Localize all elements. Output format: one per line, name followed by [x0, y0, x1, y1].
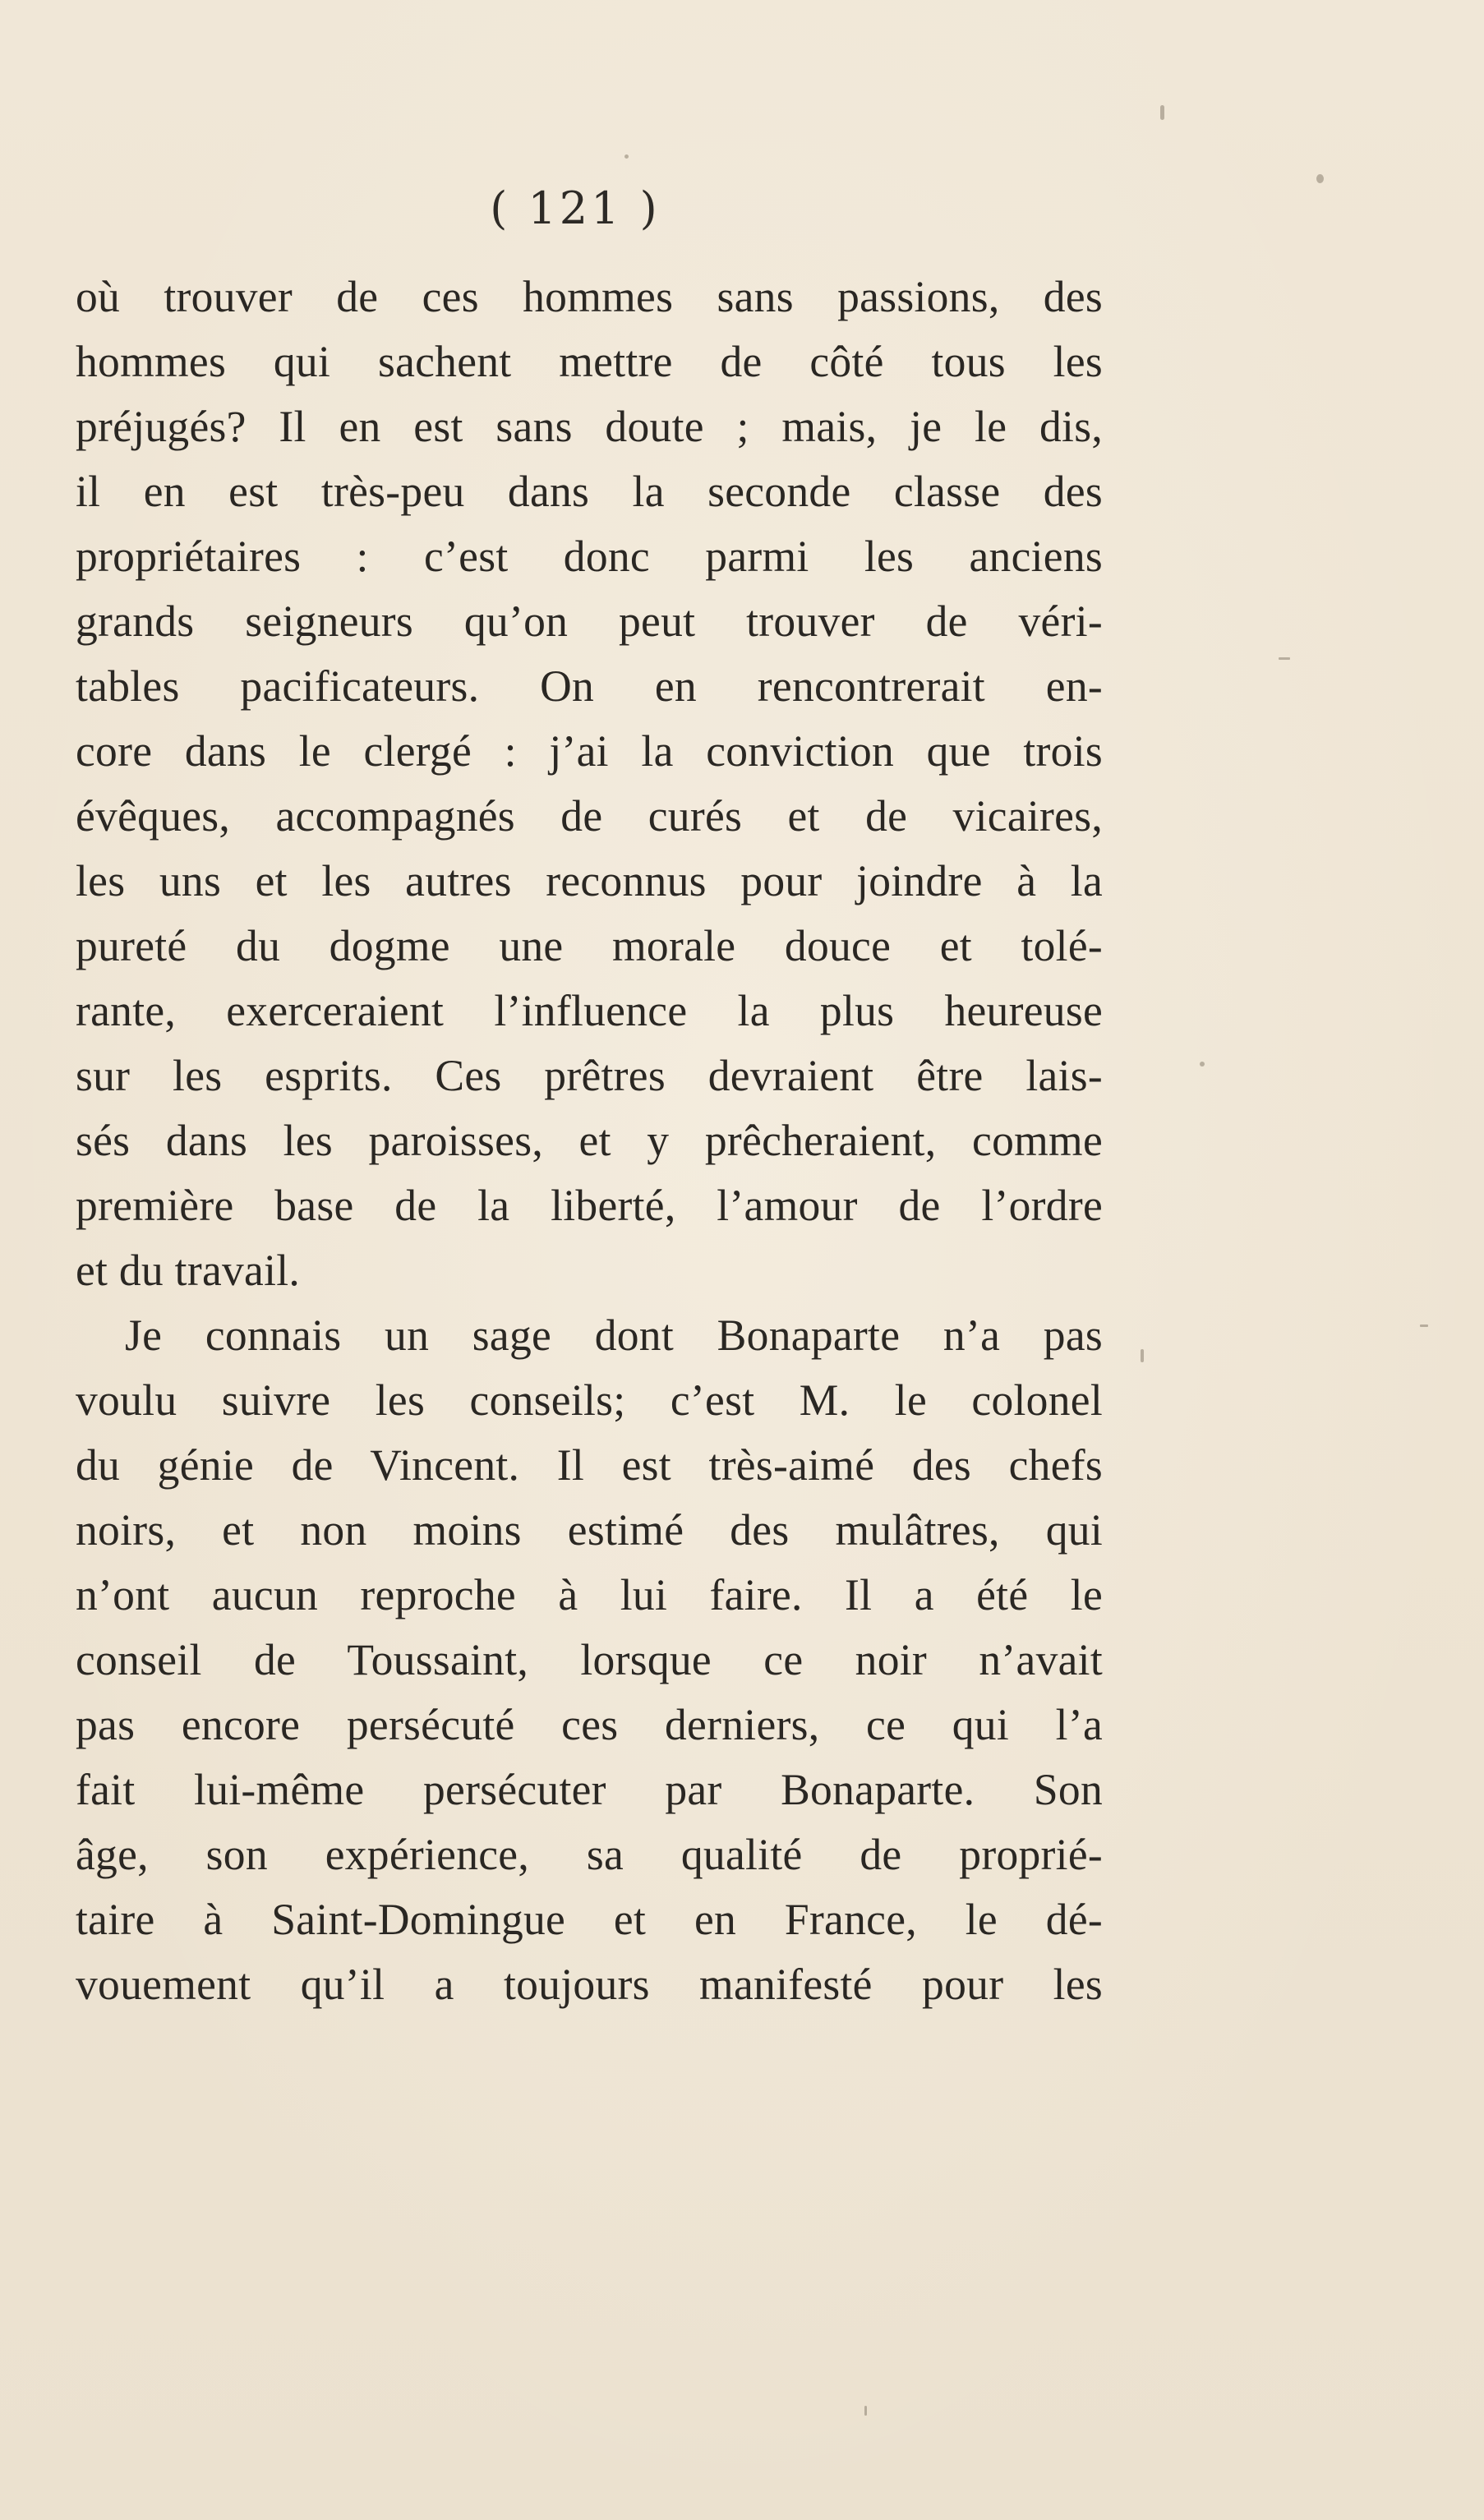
paper-speck	[1420, 1324, 1428, 1327]
text-line: sés dans les paroisses, et y prêcheraient, comme	[76, 1116, 1103, 1165]
paper-speck	[1200, 1062, 1205, 1067]
paper-speck	[1141, 1349, 1144, 1362]
text-line: conseil de Toussaint, lorsque ce noir n’avait	[76, 1635, 1103, 1684]
text-line: propriétaires : c’est donc parmi les anciens	[76, 532, 1103, 581]
text-line: il en est très-peu dans la seconde classe des	[76, 467, 1103, 516]
text-line: première base de la liberté, l’amour de l’ordre	[76, 1181, 1103, 1230]
paragraph-1	[76, 265, 1103, 1303]
text-line: Je connais un sage dont Bonaparte n’a pas	[125, 1311, 1103, 1360]
text-line: pureté du dogme une morale douce et tolé-	[76, 921, 1103, 970]
text-line: tables pacificateurs. On en rencontrerait en-	[76, 661, 1103, 711]
text-line: core dans le clergé : j’ai la conviction que trois	[76, 726, 1103, 776]
paragraph-2	[76, 1303, 1103, 2017]
text-line: pas encore persécuté ces derniers, ce qui l’a	[76, 1700, 1103, 1749]
text-line: rante, exerceraient l’influence la plus heureuse	[76, 986, 1103, 1035]
paper-speck	[1160, 105, 1164, 120]
text-line: et du travail.	[76, 1246, 301, 1295]
text-line: taire à Saint-Domingue et en France, le dé-	[76, 1895, 1103, 1944]
text-line: évêques, accompagnés de curés et de vicaires,	[76, 791, 1103, 841]
text-line: hommes qui sachent mettre de côté tous les	[76, 337, 1103, 386]
paper-speck	[1316, 174, 1324, 183]
text-line: vouement qu’il a toujours manifesté pour les	[76, 1960, 1103, 2009]
text-line: voulu suivre les conseils; c’est M. le colonel	[76, 1375, 1103, 1425]
paper-speck	[624, 154, 629, 159]
text-line: âge, son expérience, sa qualité de proprié-	[76, 1830, 1103, 1879]
body-text	[76, 265, 1103, 2017]
text-line: noirs, et non moins estimé des mulâtres, qui	[76, 1505, 1103, 1555]
text-line: n’ont aucun reproche à lui faire. Il a été le	[76, 1570, 1103, 1619]
text-line: les uns et les autres reconnus pour joindre à la	[76, 856, 1103, 905]
paper-speck	[864, 2406, 867, 2416]
page-number: ( 121 )	[490, 182, 661, 234]
paper-speck	[1279, 657, 1290, 660]
text-line: préjugés? Il en est sans doute ; mais, je le dis,	[76, 402, 1103, 451]
text-line: fait lui-même persécuter par Bonaparte. Son	[76, 1765, 1103, 1814]
text-line: grands seigneurs qu’on peut trouver de véri-	[76, 597, 1103, 646]
text-line: où trouver de ces hommes sans passions, des	[76, 272, 1103, 321]
text-line: sur les esprits. Ces prêtres devraient être lais-	[76, 1051, 1103, 1100]
text-line: du génie de Vincent. Il est très-aimé des chefs	[76, 1440, 1103, 1490]
